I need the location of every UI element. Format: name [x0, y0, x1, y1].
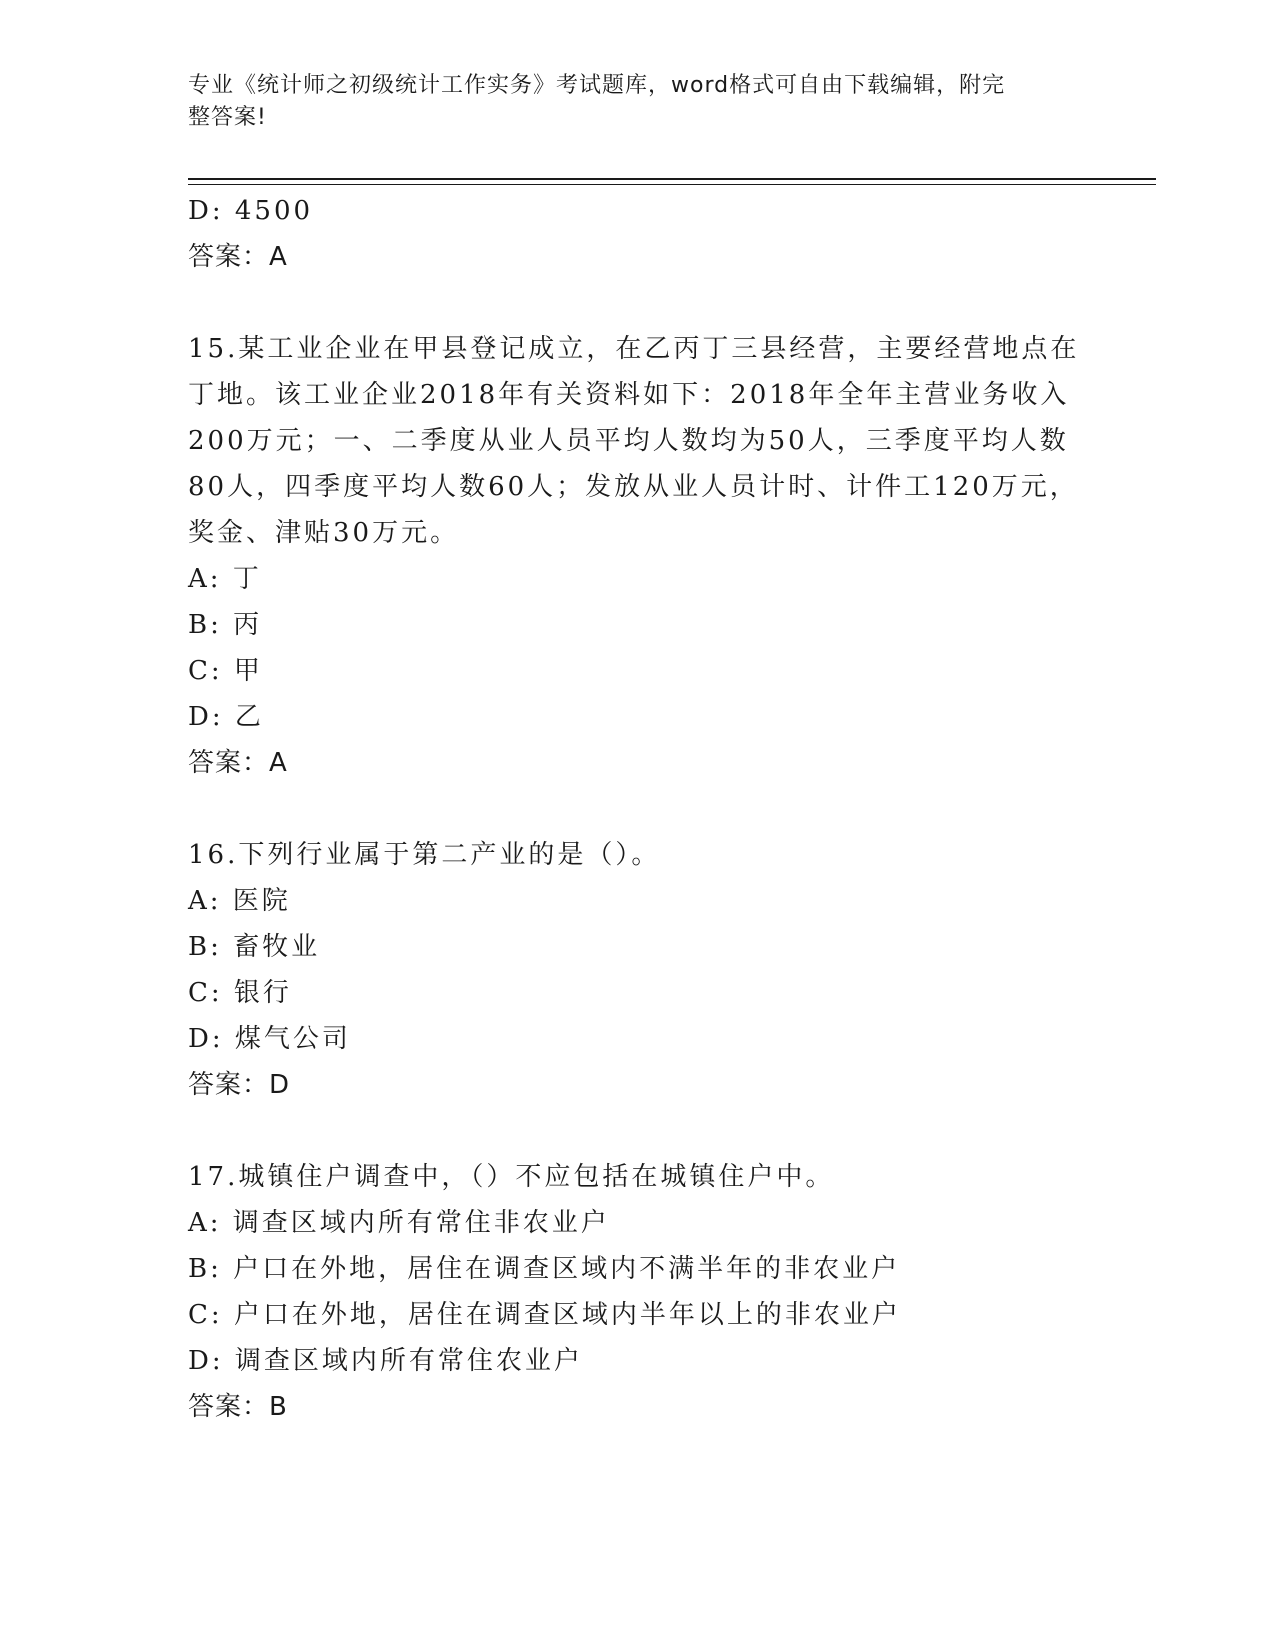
- header-divider-thin: [188, 184, 1156, 185]
- answer-line: 答案：D: [188, 1070, 291, 1100]
- header-line-1: 专业《统计师之初级统计工作实务》考试题库，word格式可自由下载编辑，附完: [188, 73, 1006, 98]
- option-a: A: 调查区域内所有常住非农业户: [188, 1208, 610, 1238]
- header-line-2: 整答案!: [188, 105, 267, 130]
- option-d: D: 乙: [188, 702, 264, 732]
- answer-line: 答案：A: [188, 242, 288, 272]
- option-b: B: 丙: [188, 610, 263, 640]
- question-text-line: 15.某工业企业在甲县登记成立，在乙丙丁三县经营，主要经营地点在: [188, 334, 1080, 364]
- option-b: B: 户口在外地，居住在调查区域内不满半年的非农业户: [188, 1254, 901, 1284]
- question-17: [188, 1154, 1088, 1430]
- previous-question-tail: [188, 188, 1088, 280]
- question-text-line: 奖金、津贴30万元。: [188, 518, 460, 548]
- answer-line: 答案：B: [188, 1392, 288, 1422]
- document-body: [188, 188, 1088, 1430]
- question-text-line: 丁地。该工业企业2018年有关资料如下：2018年全年主营业务收入: [188, 380, 1070, 410]
- question-text-line: 200万元；一、二季度从业人员平均人数均为50人，三季度平均人数: [188, 426, 1069, 456]
- question-text-line: 16.下列行业属于第二产业的是（）。: [188, 840, 661, 870]
- question-15: [188, 326, 1088, 786]
- question-text-line: 17.城镇住户调查中，（）不应包括在城镇住户中。: [188, 1162, 835, 1192]
- answer-line: 答案：A: [188, 748, 288, 778]
- option-c: C: 户口在外地，居住在调查区域内半年以上的非农业户: [188, 1300, 901, 1330]
- header-divider-thick: [188, 178, 1156, 180]
- option-d: D: 调查区域内所有常住农业户: [188, 1346, 583, 1376]
- option-a: A: 丁: [188, 564, 262, 594]
- question-16: [188, 832, 1088, 1108]
- option-d: D: 煤气公司: [188, 1024, 351, 1054]
- option-d: D: 4500: [188, 196, 314, 226]
- option-b: B: 畜牧业: [188, 932, 321, 962]
- document-header: [188, 70, 1088, 134]
- option-a: A: 医院: [188, 886, 291, 916]
- question-text-line: 80人，四季度平均人数60人；发放从业人员计时、计件工120万元，: [188, 472, 1079, 502]
- option-c: C: 银行: [188, 978, 292, 1008]
- option-c: C: 甲: [188, 656, 263, 686]
